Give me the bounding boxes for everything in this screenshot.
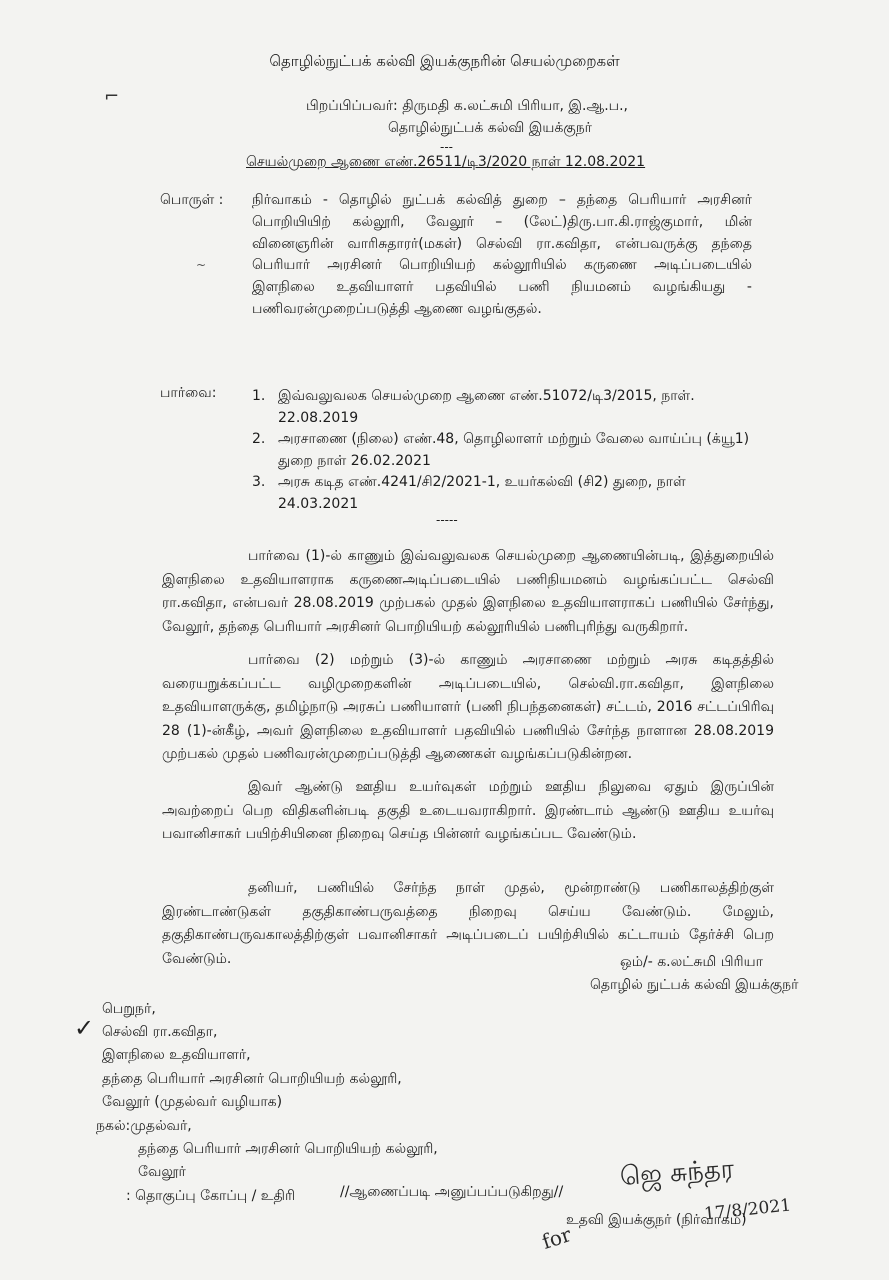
subject-label: பொருள் :: [160, 192, 224, 208]
document-title: தொழில்நுட்பக் கல்வி இயக்குநரின் செயல்முறைகள்: [269, 52, 620, 70]
copy-line: : தொகுப்பு கோப்பு / உதிரி: [126, 1188, 296, 1204]
margin-tick-mark: ⌐: [104, 86, 120, 107]
handwritten-signature: ஜெ சுந்தர: [618, 1154, 736, 1192]
reference-text: அரசாணை (நிலை) எண்.48, தொழிலாளர் மற்றும் வேலை வாய்ப்பு (க்யூ1) துறை நாள் 26.02.2021: [278, 431, 750, 469]
recipient-label: பெறுநர்,: [102, 1001, 156, 1017]
recipient-line: இளநிலை உதவியாளர்,: [102, 1047, 251, 1063]
recipient-line: வேலூர் (முதல்வர் வழியாக): [102, 1094, 283, 1110]
order-number: செயல்முறை ஆணை எண்.26511/டி3/2020 நாள் 12.08.2021: [246, 154, 646, 170]
handwritten-date: 17/8/2021: [703, 1195, 792, 1225]
subject-text: நிர்வாகம் - தொழில் நுட்பக் கல்வித் துறை – தந்தை பெரியார் அரசினர் பொறியியிற் கல்லூரி, வேலூர் – (லேட்)திரு.பா.கி.ராஜ்குமார், மின் வினைஞரின் வாரிசுதாரர்(மகள்) செல்வி ரா.கவிதா, என்பவருக்கு தந்தை பெரியார் அரசினர் பொறியியற் கல்லூரியில் கருணை அடிப்படையில் இளநிலை உதவியாளர் பதவியில் பணி நியமனம் வழங்கியது - பணிவரன்முறைப்படுத்தி ஆணை வழங்குதல்.: [252, 192, 752, 317]
recipient-line: தந்தை பெரியார் அரசினர் பொறியியற் கல்லூரி,: [102, 1071, 402, 1087]
issuer-line-2: தொழில்நுட்பக் கல்வி இயக்குநர்: [388, 120, 592, 136]
copy-label: நகல்:முதல்வர்,: [96, 1118, 192, 1134]
signatory-name: ஒம்/- க.லட்சுமி பிரியா: [620, 954, 763, 970]
recipient-line: செல்வி ரா.கவிதா,: [102, 1024, 218, 1040]
assistant-director-designation: உதவி இயக்குநர் (நிர்வாகம்): [566, 1212, 747, 1228]
references-label: பார்வை:: [160, 385, 217, 401]
body-paragraph-3: இவர் ஆண்டு ஊதிய உயர்வுகள் மற்றும் ஊதிய நிலுவை ஏதும் இருப்பின் அவற்றைப் பெற விதிகளின்படி தகுதி உடையவராகிறார். இரண்டாம் ஆண்டு ஊதிய உயர்வு பவானிசாகர் பயிற்சியினை நிறைவு செய்த பின்னர் வழங்கப்பட வேண்டும்.: [162, 779, 774, 842]
reference-number: 2.: [252, 431, 266, 447]
reference-item: [252, 471, 752, 515]
signatory-designation: தொழில் நுட்பக் கல்வி இயக்குநர்: [590, 977, 799, 993]
tick-mark-icon: ✓: [74, 1014, 95, 1042]
body-paragraph-4: தனியர், பணியில் சேர்ந்த நாள் முதல், மூன்றாண்டு பணிகாலத்திற்குள் இரண்டாண்டுகள் தகுதிகாண்பருவத்தை நிறைவு செய்ய வேண்டும். மேலும், தகுதிகாண்பருவகாலத்திற்குள் பவானிசாகர் அடிப்படைப் பயிற்சியில் கட்டாயம் தேர்ச்சி பெற வேண்டும்.: [162, 880, 774, 967]
reference-text: இவ்வலுவலக செயல்முறை ஆணை எண்.51072/டி3/2015, நாள். 22.08.2019: [278, 388, 695, 426]
body-paragraph-1: பார்வை (1)-ல் காணும் இவ்வலுவலக செயல்முறை ஆணையின்படி, இத்துறையில் இளநிலை உதவியாளராக கருணைஅடிப்படையில் பணிநியமனம் வழங்கப்பட்ட செல்வி ரா.கவிதா, என்பவர் 28.08.2019 முற்பகல் முதல் இளநிலை உதவியாளராகப் பணியில் சேர்ந்து, வேலூர், தந்தை பெரியார் அரசினர் பொறியியற் கல்லூரியில் பணிபுரிந்து வருகிறார்.: [162, 548, 774, 635]
body-paragraph-2: பார்வை (2) மற்றும் (3)-ல் காணும் அரசாணை மற்றும் அரசு கடிதத்தில் வரையறுக்கப்பட்ட வழிமுறைகளின் அடிப்படையில், செல்வி.ரா.கவிதா, இளநிலை உதவியாளருக்கு, தமிழ்நாடு அரசுப் பணியாளர் (பணி நிபந்தனைகள்) சட்டம், 2016 சட்டப்பிரிவு 28 (1)-ன்கீழ், அவர் இளநிலை உதவியாளர் பதவியில் பணியில் சேர்ந்த நாளான 28.08.2019 முற்பகல் முதல் பணிவரன்முறைப்படுத்தி ஆணைகள் வழங்கப்படுகின்றன.: [162, 652, 775, 762]
reference-text: அரசு கடித எண்.4241/சி2/2021-1, உயர்கல்வி (சி2) துறை, நாள் 24.03.2021: [278, 474, 686, 512]
header-separator: ---: [440, 140, 453, 154]
reference-number: 1.: [252, 388, 266, 404]
references-separator: -----: [436, 513, 458, 527]
forwarding-note: //ஆணைப்படி அனுப்பப்படுகிறது//: [340, 1184, 564, 1200]
margin-squiggle: ~: [196, 258, 207, 272]
handwritten-initials: for: [539, 1222, 575, 1254]
issuer-line-1: பிறப்பிப்பவர்: திருமதி க.லட்சுமி பிரியா, இ.ஆ.ப.,: [306, 98, 628, 114]
reference-item: [252, 428, 752, 472]
reference-item: [252, 385, 752, 429]
copy-line: தந்தை பெரியார் அரசினர் பொறியியற் கல்லூரி,: [138, 1141, 438, 1157]
copy-line: வேலூர்: [138, 1164, 186, 1180]
reference-number: 3.: [252, 474, 266, 490]
